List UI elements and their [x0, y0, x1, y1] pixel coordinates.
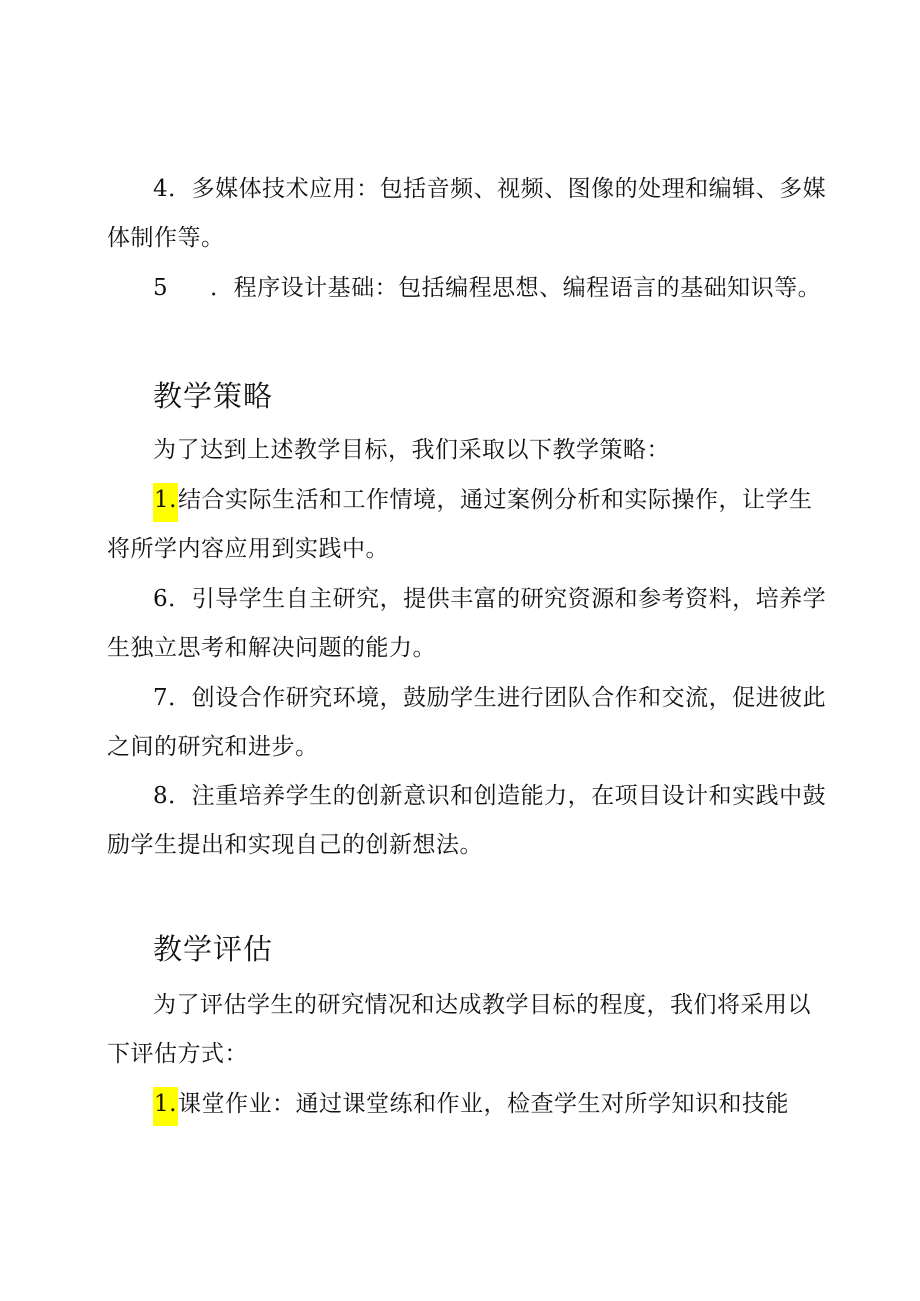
section-heading-strategy: 教学策略 — [153, 379, 274, 413]
list-item-text: 结合实际生活和工作情境，通过案例分析和实际操作，让学生 — [177, 487, 813, 513]
list-number: 6 — [153, 586, 169, 612]
strategy-item-7-line-1 — [153, 687, 826, 710]
evaluation-intro-line-1: 为了评估学生的研究情况和达成教学目标的程度，我们将采用以 — [153, 992, 811, 1018]
strategy-intro: 为了达到上述教学目标，我们采取以下教学策略： — [153, 437, 670, 463]
list-item-text: 课堂作业：通过课堂练和作业，检查学生对所学知识和技能 — [177, 1091, 789, 1117]
list-item-text: ．注重培养学生的创新意识和创造能力，在项目设计和实践中鼓 — [168, 783, 827, 809]
evaluation-item-1-line-1 — [153, 1093, 789, 1116]
list-number: 8 — [153, 783, 169, 809]
list-item-4-line-1 — [153, 178, 826, 201]
list-item-text: ．多媒体技术应用：包括音频、视频、图像的处理和编辑、多媒 — [168, 176, 827, 202]
highlighted-list-number: 1. — [153, 483, 178, 522]
list-item-text: ．程序设计基础：包括编程思想、编程语言的基础知识等。 — [210, 275, 822, 301]
list-item-text: ．创设合作研究环境，鼓励学生进行团队合作和交流，促进彼此 — [168, 685, 827, 711]
list-item-text: ．引导学生自主研究，提供丰富的研究资源和参考资料，培养学 — [168, 586, 827, 612]
strategy-item-1-line-2: 将所学内容应用到实践中。 — [107, 536, 389, 562]
strategy-item-6-line-2: 生独立思考和解决问题的能力。 — [107, 635, 436, 661]
list-item-4-line-2: 体制作等。 — [107, 225, 225, 251]
section-heading-evaluation: 教学评估 — [153, 932, 274, 966]
strategy-item-1-line-1 — [153, 489, 812, 512]
strategy-item-8-line-2: 励学生提出和实现自己的创新想法。 — [107, 832, 483, 858]
list-number: 4 — [153, 176, 169, 202]
evaluation-intro-line-2: 下评估方式： — [107, 1041, 248, 1067]
list-item-5-line-1 — [153, 277, 821, 300]
strategy-item-6-line-1 — [153, 588, 826, 611]
strategy-item-8-line-1 — [153, 785, 826, 808]
list-number: 7 — [153, 685, 169, 711]
highlighted-list-number: 1. — [153, 1087, 178, 1126]
list-number: 5 — [153, 275, 169, 301]
strategy-item-7-line-2: 之间的研究和进步。 — [107, 734, 319, 760]
